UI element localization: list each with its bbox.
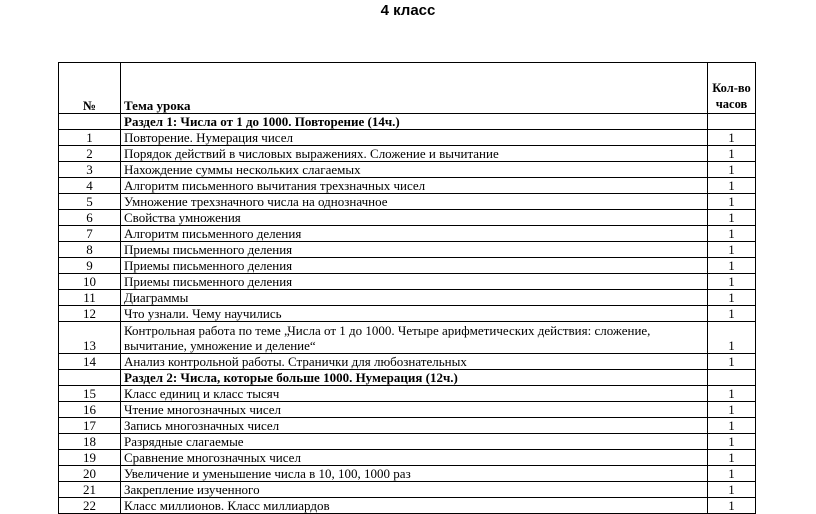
lesson-topic: Нахождение суммы нескольких слагаемых bbox=[121, 162, 708, 178]
table-row bbox=[59, 258, 756, 274]
lesson-hours: 1 bbox=[708, 274, 756, 290]
lesson-hours: 1 bbox=[708, 434, 756, 450]
lesson-topic: Приемы письменного деления bbox=[121, 242, 708, 258]
lesson-number: 22 bbox=[59, 498, 121, 514]
lesson-topic: Диаграммы bbox=[121, 290, 708, 306]
lesson-number: 3 bbox=[59, 162, 121, 178]
lesson-number: 14 bbox=[59, 354, 121, 370]
table-row bbox=[59, 466, 756, 482]
lesson-number: 21 bbox=[59, 482, 121, 498]
lesson-topic: Умножение трехзначного числа на однозначное bbox=[121, 194, 708, 210]
lesson-hours: 1 bbox=[708, 450, 756, 466]
lesson-number: 17 bbox=[59, 418, 121, 434]
lesson-hours: 1 bbox=[708, 210, 756, 226]
lesson-hours: 1 bbox=[708, 258, 756, 274]
table-row bbox=[59, 178, 756, 194]
lesson-number: 5 bbox=[59, 194, 121, 210]
lesson-hours: 1 bbox=[708, 130, 756, 146]
lesson-number: 12 bbox=[59, 306, 121, 322]
lesson-number: 20 bbox=[59, 466, 121, 482]
lesson-hours: 1 bbox=[708, 386, 756, 402]
column-header-number: № bbox=[59, 63, 121, 114]
table-row bbox=[59, 450, 756, 466]
lesson-topic: Алгоритм письменного вычитания трехзначных чисел bbox=[121, 178, 708, 194]
lesson-topic: Что узнали. Чему научились bbox=[121, 306, 708, 322]
lesson-topic: Свойства умножения bbox=[121, 210, 708, 226]
lesson-hours: 1 bbox=[708, 226, 756, 242]
lesson-hours: 1 bbox=[708, 466, 756, 482]
lesson-hours: 1 bbox=[708, 402, 756, 418]
page-title: 4 класс bbox=[380, 2, 436, 19]
lesson-topic: Приемы письменного деления bbox=[121, 258, 708, 274]
section-number-cell bbox=[59, 370, 121, 386]
lessons-table bbox=[58, 62, 756, 514]
lesson-number: 16 bbox=[59, 402, 121, 418]
table-row bbox=[59, 130, 756, 146]
section-row bbox=[59, 370, 756, 386]
table-row bbox=[59, 146, 756, 162]
column-header-hours: Кол-во часов bbox=[708, 63, 756, 114]
lesson-number: 1 bbox=[59, 130, 121, 146]
lesson-hours: 1 bbox=[708, 498, 756, 514]
table-row bbox=[59, 498, 756, 514]
table-row bbox=[59, 306, 756, 322]
table-row bbox=[59, 354, 756, 370]
table-row bbox=[59, 402, 756, 418]
lesson-topic: Класс единиц и класс тысяч bbox=[121, 386, 708, 402]
table-row bbox=[59, 194, 756, 210]
lesson-hours: 1 bbox=[708, 146, 756, 162]
lesson-number: 7 bbox=[59, 226, 121, 242]
lesson-hours: 1 bbox=[708, 322, 756, 354]
table-row bbox=[59, 386, 756, 402]
table-row bbox=[59, 418, 756, 434]
lesson-number: 19 bbox=[59, 450, 121, 466]
lesson-topic: Алгоритм письменного деления bbox=[121, 226, 708, 242]
section-title: Раздел 1: Числа от 1 до 1000. Повторение (14ч.) bbox=[121, 114, 708, 130]
lesson-hours: 1 bbox=[708, 306, 756, 322]
lesson-number: 11 bbox=[59, 290, 121, 306]
table-row bbox=[59, 242, 756, 258]
section-hours-cell bbox=[708, 370, 756, 386]
lesson-number: 6 bbox=[59, 210, 121, 226]
lesson-hours: 1 bbox=[708, 242, 756, 258]
section-row bbox=[59, 114, 756, 130]
lesson-topic: Анализ контрольной работы. Странички для любознательных bbox=[121, 354, 708, 370]
table-header-row bbox=[59, 63, 756, 114]
lesson-topic: Разрядные слагаемые bbox=[121, 434, 708, 450]
section-title: Раздел 2: Числа, которые больше 1000. Нумерация (12ч.) bbox=[121, 370, 708, 386]
table-row bbox=[59, 290, 756, 306]
table-row bbox=[59, 322, 756, 354]
table-row bbox=[59, 210, 756, 226]
lesson-topic: Сравнение многозначных чисел bbox=[121, 450, 708, 466]
lesson-hours: 1 bbox=[708, 162, 756, 178]
lesson-hours: 1 bbox=[708, 418, 756, 434]
lesson-number: 2 bbox=[59, 146, 121, 162]
lesson-hours: 1 bbox=[708, 290, 756, 306]
lesson-number: 4 bbox=[59, 178, 121, 194]
lesson-topic: Запись многозначных чисел bbox=[121, 418, 708, 434]
table-row bbox=[59, 274, 756, 290]
section-number-cell bbox=[59, 114, 121, 130]
lesson-topic: Чтение многозначных чисел bbox=[121, 402, 708, 418]
lesson-hours: 1 bbox=[708, 194, 756, 210]
column-header-topic: Тема урока bbox=[121, 63, 708, 114]
table-row bbox=[59, 482, 756, 498]
lesson-topic: Порядок действий в числовых выражениях. Сложение и вычитание bbox=[121, 146, 708, 162]
lesson-topic: Закрепление изученного bbox=[121, 482, 708, 498]
lesson-topic: Класс миллионов. Класс миллиардов bbox=[121, 498, 708, 514]
lesson-number: 10 bbox=[59, 274, 121, 290]
lesson-hours: 1 bbox=[708, 178, 756, 194]
lesson-number: 18 bbox=[59, 434, 121, 450]
lesson-hours: 1 bbox=[708, 482, 756, 498]
lesson-number: 15 bbox=[59, 386, 121, 402]
lesson-topic: Контрольная работа по теме „Числа от 1 до 1000. Четыре арифметических действия: сложение, вычитание, умножение и деление“ bbox=[121, 322, 708, 354]
table-body bbox=[59, 114, 756, 514]
lesson-topic: Увеличение и уменьшение числа в 10, 100, 1000 раз bbox=[121, 466, 708, 482]
section-hours-cell bbox=[708, 114, 756, 130]
lesson-number: 9 bbox=[59, 258, 121, 274]
lesson-topic: Приемы письменного деления bbox=[121, 274, 708, 290]
table-row bbox=[59, 434, 756, 450]
lesson-number: 8 bbox=[59, 242, 121, 258]
lesson-topic: Повторение. Нумерация чисел bbox=[121, 130, 708, 146]
lesson-hours: 1 bbox=[708, 354, 756, 370]
lesson-number: 13 bbox=[59, 322, 121, 354]
table-row bbox=[59, 162, 756, 178]
table-row bbox=[59, 226, 756, 242]
